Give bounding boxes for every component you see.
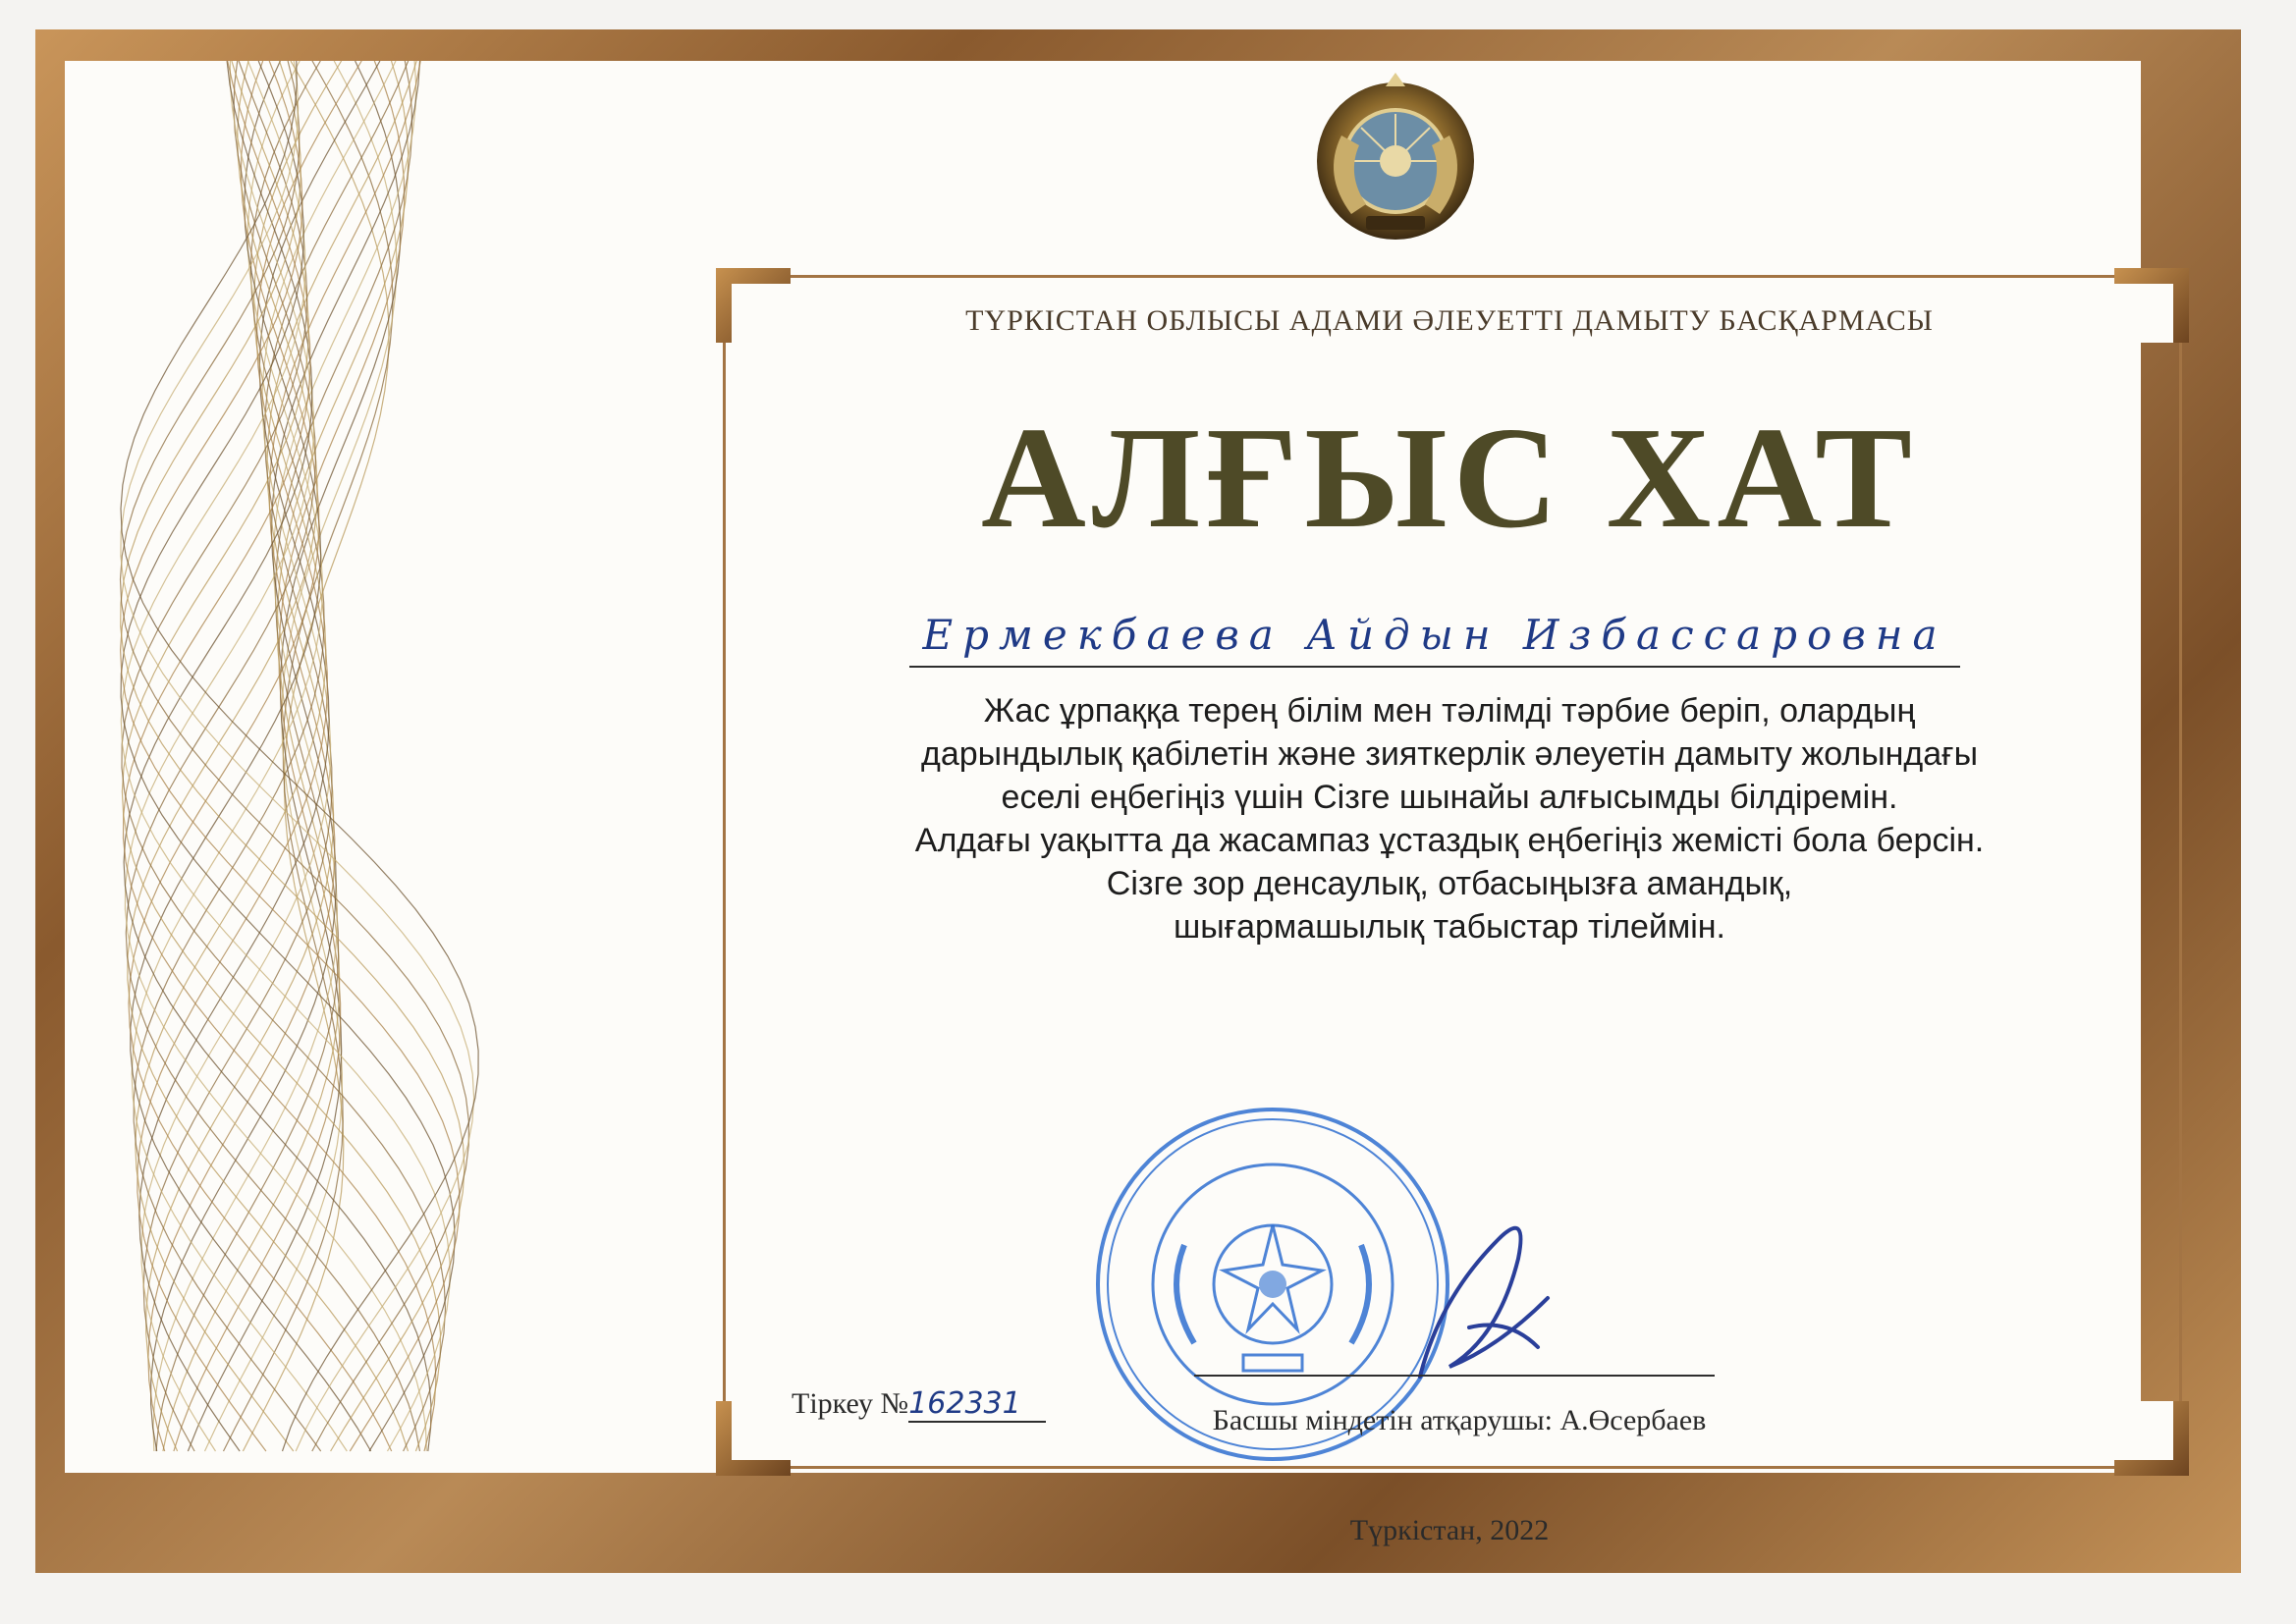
wave-line <box>139 61 380 1451</box>
corner-ornament <box>2114 1401 2189 1476</box>
organization-name: ТҮРКІСТАН ОБЛЫСЫ АДАМИ ӘЛЕУЕТТІ ДАМЫТУ БАСҚАРМАСЫ <box>965 304 1934 337</box>
city-year: Түркістан, 2022 <box>1349 1514 1550 1546</box>
body-line: шығармашылық табыстар тілеймін. <box>1173 908 1725 946</box>
signer-title: Басшы міндетін атқарушы: А.Өсербаев <box>1212 1404 1707 1436</box>
body-line: Сізге зор денсаулық, отбасыңызға амандық, <box>1106 865 1793 902</box>
registration-number: 162331 <box>908 1386 1046 1423</box>
registration <box>792 1386 1046 1423</box>
wave-line <box>131 61 371 1451</box>
wave-line <box>156 61 412 1451</box>
kazakhstan-state-emblem-icon <box>1312 67 1479 255</box>
body-line: еселі еңбегіңіз үшін Сізге шынайы алғысымды білдіремін. <box>1001 779 1898 816</box>
wave-line <box>141 61 396 1451</box>
appreciation-text <box>752 689 2147 948</box>
wave-line <box>132 61 347 1451</box>
wave-line <box>153 61 416 1451</box>
decorative-waves <box>65 61 654 1473</box>
body-line: Жас ұрпаққа терең білім мен тәлімді тәрбие беріп, олардың <box>983 692 1916 730</box>
body-line: Алдағы уақытта да жасампаз ұстаздық еңбегіңіз жемісті бола берсін. <box>914 822 1985 859</box>
registration-label: Тіркеу № <box>792 1387 909 1420</box>
recipient-name: Ермекбаева Айдын Избассаровна <box>922 611 1947 659</box>
recipient-underline <box>909 666 1960 668</box>
corner-ornament <box>716 1401 791 1476</box>
body-line: дарындылық қабілетін және зияткерлік әлеуетін дамыту жолындағы <box>920 735 1979 773</box>
signature-underline <box>1194 1375 1715 1377</box>
certificate-title: АЛҒЫС ХАТ <box>981 398 1918 559</box>
wave-line <box>188 61 400 1451</box>
certificate-paper <box>65 61 2141 1546</box>
handwritten-signature-icon <box>1381 1180 1577 1396</box>
